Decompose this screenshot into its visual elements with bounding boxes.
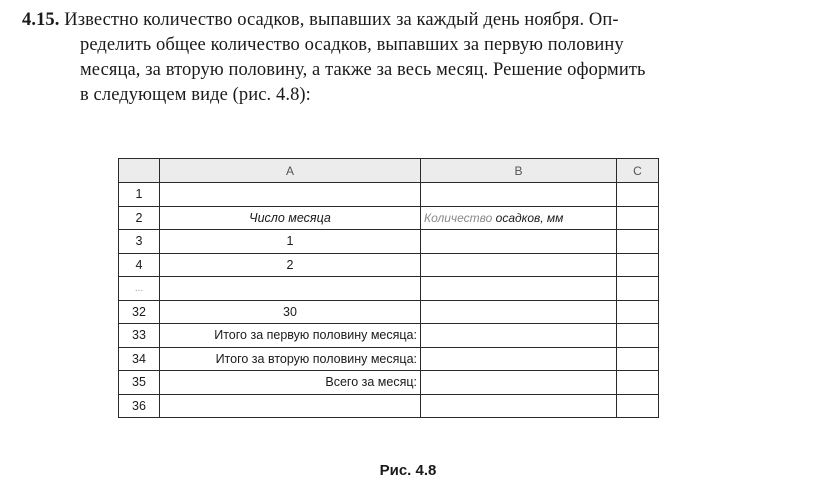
cell-c-ellipsis xyxy=(617,277,659,301)
table-row xyxy=(119,183,659,207)
table-row xyxy=(119,324,659,348)
column-header-b: B xyxy=(421,159,617,183)
cell-a36 xyxy=(160,394,421,418)
cell-b35 xyxy=(421,371,617,395)
table-row xyxy=(119,253,659,277)
column-header-c: C xyxy=(617,159,659,183)
table-row xyxy=(119,277,659,301)
cell-a4: 2 xyxy=(160,253,421,277)
cell-c2 xyxy=(617,206,659,230)
cell-c33 xyxy=(617,324,659,348)
cell-a3: 1 xyxy=(160,230,421,254)
cell-a2: Число месяца xyxy=(160,206,421,230)
problem-line-2: ределить общее количество осадков, выпавших за первую половину xyxy=(80,35,624,55)
cell-b2-text: осадков, мм xyxy=(492,210,564,225)
problem-line-1-text: Известно количество осадков, выпавших за каждый день ноября. Оп- xyxy=(64,10,619,30)
corner-cell xyxy=(119,159,160,183)
table-row xyxy=(119,300,659,324)
cell-b1 xyxy=(421,183,617,207)
cell-b4 xyxy=(421,253,617,277)
spreadsheet-figure xyxy=(118,158,659,418)
column-header-a: A xyxy=(160,159,421,183)
cell-c32 xyxy=(617,300,659,324)
cell-a34: Итого за вторую половину месяца: xyxy=(160,347,421,371)
row-number: 2 xyxy=(119,206,160,230)
table-row xyxy=(119,371,659,395)
row-number: 34 xyxy=(119,347,160,371)
cell-b36 xyxy=(421,394,617,418)
cell-a33: Итого за первую половину месяца: xyxy=(160,324,421,348)
problem-line-4: в следующем виде (рис. 4.8): xyxy=(80,85,311,105)
problem-number: 4.15. xyxy=(22,10,60,30)
cell-c34 xyxy=(617,347,659,371)
table-row xyxy=(119,206,659,230)
problem-line-1 xyxy=(22,8,752,33)
row-number: 3 xyxy=(119,230,160,254)
row-number: 1 xyxy=(119,183,160,207)
table-row xyxy=(119,230,659,254)
cell-b2-prefix: Количество xyxy=(424,210,493,225)
cell-b33 xyxy=(421,324,617,348)
row-number: 32 xyxy=(119,300,160,324)
cell-b34 xyxy=(421,347,617,371)
cell-c35 xyxy=(617,371,659,395)
cell-b-ellipsis xyxy=(421,277,617,301)
row-number: 4 xyxy=(119,253,160,277)
table-row xyxy=(119,347,659,371)
problem-line-3: месяца, за вторую половину, а также за весь месяц. Решение оформить xyxy=(80,60,646,80)
cell-b32 xyxy=(421,300,617,324)
cell-c36 xyxy=(617,394,659,418)
row-number: 33 xyxy=(119,324,160,348)
figure-caption: Рис. 4.8 xyxy=(379,462,437,479)
row-number-ellipsis: ... xyxy=(119,277,160,301)
cell-a32: 30 xyxy=(160,300,421,324)
row-number: 35 xyxy=(119,371,160,395)
cell-a1 xyxy=(160,183,421,207)
cell-a-ellipsis xyxy=(160,277,421,301)
cell-c1 xyxy=(617,183,659,207)
problem-text xyxy=(22,8,752,108)
cell-c4 xyxy=(617,253,659,277)
row-number: 36 xyxy=(119,394,160,418)
column-header-row xyxy=(119,159,659,183)
cell-b2 xyxy=(421,206,617,230)
cell-c3 xyxy=(617,230,659,254)
cell-a35: Всего за месяц: xyxy=(160,371,421,395)
table-row xyxy=(119,394,659,418)
cell-b3 xyxy=(421,230,617,254)
